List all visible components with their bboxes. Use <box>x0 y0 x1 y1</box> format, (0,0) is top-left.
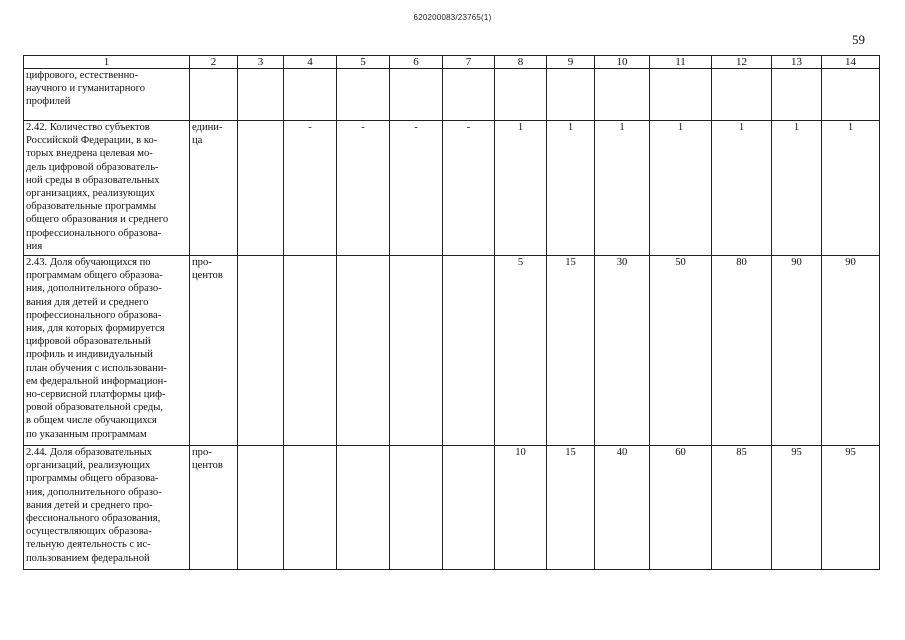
value-cell: 30 <box>595 256 650 446</box>
document-id: 620200083/23765(1) <box>413 13 492 22</box>
value-cell: 90 <box>772 256 822 446</box>
value-cell <box>595 69 650 121</box>
column-number-row <box>24 56 880 69</box>
value-cell: 1 <box>650 121 712 256</box>
value-cell <box>822 69 880 121</box>
column-header: 3 <box>238 56 284 69</box>
column-header: 13 <box>772 56 822 69</box>
column-header: 14 <box>822 56 880 69</box>
value-cell: - <box>443 121 495 256</box>
table-row <box>24 256 880 446</box>
value-cell: 40 <box>595 446 650 570</box>
indicator-name: 2.42. Количество субъектов Российской Федерации, в ко- торых внедрена целевая мо- дель цифровой образователь- ной среды в образовательных организациях, реализующих образовательные программы общего образования и среднего профессионального образова- ния <box>24 121 190 256</box>
column-header: 10 <box>595 56 650 69</box>
value-cell <box>547 69 595 121</box>
page-number: 59 <box>852 32 865 47</box>
value-cell <box>443 256 495 446</box>
value-cell <box>772 69 822 121</box>
value-cell: 1 <box>495 121 547 256</box>
value-cell: 85 <box>712 446 772 570</box>
value-cell <box>390 446 443 570</box>
indicator-name: 2.43. Доля обучающихся по программам общего образова- ния, дополнительного образо- вания для детей и среднего профессионального образова- ния, для которых формируется цифровой образовательный профиль и индивидуальный план обучения с использовани- ем федеральной информацион- но-сервисной платформы циф- ровой образовательной среды, в общем числе обучающихся по указанным программам <box>24 256 190 446</box>
indicator-name: 2.44. Доля образовательных организаций, реализующих программы общего образова- ния, дополнительного образо- вания детей и среднего про- фессионального образования, осуществляющих образова- тельную деятельность с ис- пользованием федеральной <box>24 446 190 570</box>
value-cell: 1 <box>822 121 880 256</box>
value-cell: 10 <box>495 446 547 570</box>
value-cell: - <box>337 121 390 256</box>
column-header: 6 <box>390 56 443 69</box>
column-header: 2 <box>190 56 238 69</box>
value-cell <box>284 69 337 121</box>
value-cell <box>337 256 390 446</box>
value-cell <box>495 69 547 121</box>
value-cell <box>284 256 337 446</box>
value-cell <box>443 446 495 570</box>
table-row <box>24 69 880 121</box>
column-header: 8 <box>495 56 547 69</box>
value-cell <box>238 256 284 446</box>
value-cell: 1 <box>712 121 772 256</box>
column-header: 4 <box>284 56 337 69</box>
value-cell: - <box>390 121 443 256</box>
value-cell <box>390 256 443 446</box>
column-header: 7 <box>443 56 495 69</box>
value-cell: 60 <box>650 446 712 570</box>
column-header: 12 <box>712 56 772 69</box>
unit-cell: про- центов <box>190 256 238 446</box>
value-cell <box>238 69 284 121</box>
value-cell <box>390 69 443 121</box>
value-cell <box>238 446 284 570</box>
value-cell: 90 <box>822 256 880 446</box>
unit-cell: про- центов <box>190 446 238 570</box>
value-cell <box>284 446 337 570</box>
value-cell: 80 <box>712 256 772 446</box>
column-header: 5 <box>337 56 390 69</box>
value-cell: 1 <box>547 121 595 256</box>
value-cell: 5 <box>495 256 547 446</box>
value-cell: - <box>284 121 337 256</box>
value-cell <box>337 69 390 121</box>
unit-cell: едини- ца <box>190 121 238 256</box>
value-cell: 95 <box>822 446 880 570</box>
value-cell: 1 <box>772 121 822 256</box>
value-cell: 50 <box>650 256 712 446</box>
unit-cell <box>190 69 238 121</box>
column-header: 11 <box>650 56 712 69</box>
value-cell: 15 <box>547 256 595 446</box>
column-header: 9 <box>547 56 595 69</box>
value-cell <box>712 69 772 121</box>
value-cell: 1 <box>595 121 650 256</box>
value-cell <box>650 69 712 121</box>
table-row <box>24 446 880 570</box>
value-cell <box>443 69 495 121</box>
value-cell: 15 <box>547 446 595 570</box>
value-cell <box>238 121 284 256</box>
indicators-table <box>23 55 880 570</box>
value-cell: 95 <box>772 446 822 570</box>
table-row <box>24 121 880 256</box>
column-header: 1 <box>24 56 190 69</box>
indicator-name: цифрового, естественно- научного и гуманитарного профилей <box>24 69 190 121</box>
value-cell <box>337 446 390 570</box>
